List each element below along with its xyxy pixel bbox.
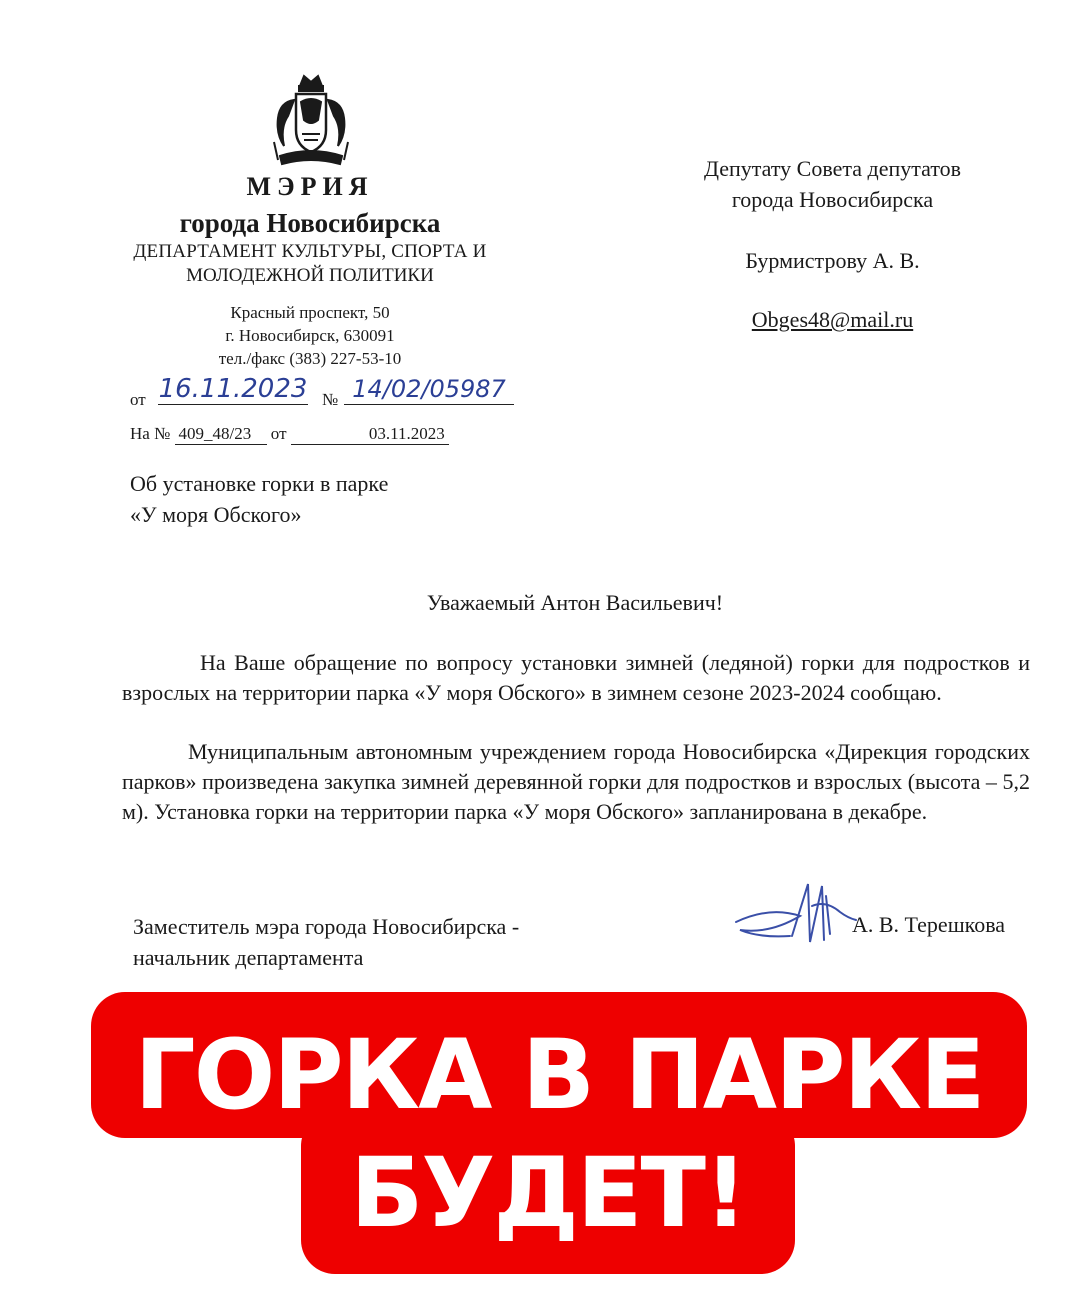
- recipient-email[interactable]: [650, 307, 1015, 333]
- body-paragraph-2: Муниципальным автономным учреждением города Новосибирска «Дирекция городских парков» произведена закупка зимней деревянной горки для подростков и взрослых (высота – 5,2 м). Установка горки на территории парка «У моря Обского» запланирована в декабре.: [122, 739, 1030, 824]
- recipient-title-line-2: города Новосибирска: [731, 187, 934, 212]
- city-name: города Новосибирска: [179, 208, 441, 238]
- recipient-title-line-1: Депутату Совета депутатов: [703, 156, 962, 181]
- banner-headline-line-1: ГОРКА В ПАРКЕ: [134, 1019, 984, 1131]
- reply-prefix: На №: [130, 424, 171, 443]
- registration-number-label: №: [322, 390, 339, 409]
- reply-date: 03.11.2023: [291, 424, 449, 445]
- mayor-office-title: МЭРИЯ: [246, 172, 374, 201]
- department-name-line-1: ДЕПАРТАМЕНТ КУЛЬТУРЫ, СПОРТА И: [133, 241, 487, 262]
- registration-date-label: от: [130, 390, 146, 409]
- body-paragraph-1: На Ваше обращение по вопросу установки зимней (ледяной) горки для подростков и взрослых на территории парка «У моря Обского» в зимнем сезоне 2023-2024 сообщаю.: [122, 650, 1030, 705]
- reply-number: 409_48/23: [175, 424, 267, 445]
- signer-position-line-2: начальник департамента: [133, 945, 364, 970]
- handwritten-signature-icon: [730, 876, 860, 952]
- reply-reference: [130, 424, 449, 445]
- signer-position-line-1: Заместитель мэра города Новосибирска -: [133, 914, 520, 939]
- address-street: Красный проспект, 50: [230, 303, 390, 322]
- recipient-name: Бурмистрову А. В.: [745, 248, 920, 273]
- banner-headline-line-2: БУДЕТ!: [350, 1137, 746, 1249]
- salutation: Уважаемый Антон Васильевич!: [426, 590, 724, 615]
- reply-date-label: от: [270, 424, 287, 443]
- address-city: г. Новосибирск, 630091: [225, 326, 395, 345]
- registration-number: 14/02/05987: [344, 374, 514, 405]
- subject-line-2: «У моря Обского»: [130, 502, 302, 527]
- registration-date: 16.11.2023: [158, 374, 308, 404]
- signer-name: А. В. Терешкова: [852, 912, 1006, 937]
- subject-line-1: Об установке горки в парке: [130, 471, 389, 496]
- department-name-line-2: МОЛОДЕЖНОЙ ПОЛИТИКИ: [186, 265, 434, 286]
- coat-of-arms-icon: [270, 72, 352, 172]
- phone-fax: тел./факс (383) 227-53-10: [218, 349, 402, 368]
- recipient-email-link[interactable]: Obges48@mail.ru: [751, 307, 914, 332]
